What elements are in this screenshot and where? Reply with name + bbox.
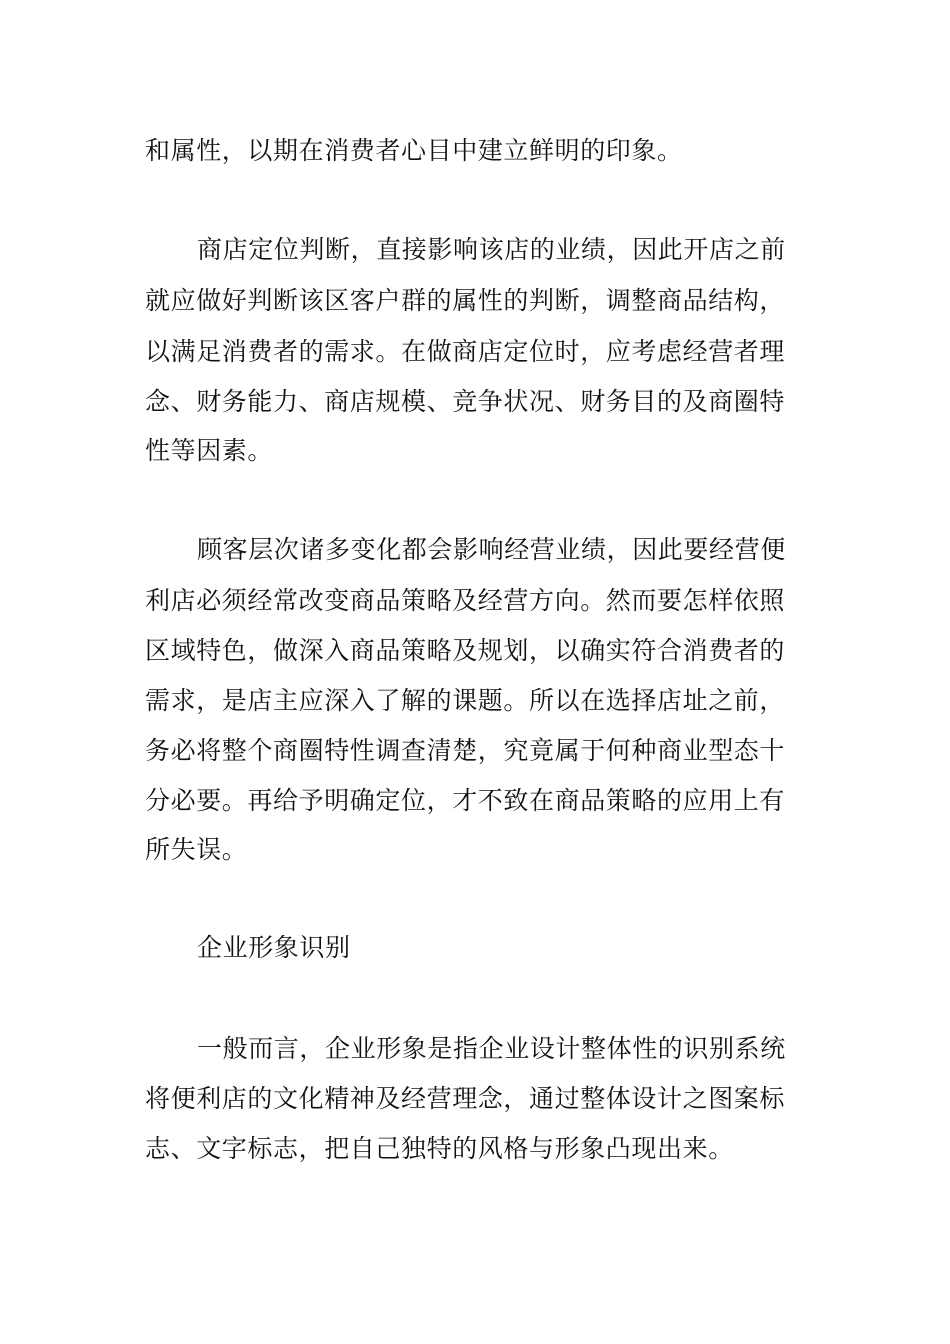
paragraph-line: 将便利店的文化精神及经营理念，通过整体设计之图案标 [145,1084,786,1113]
paragraph-line: 和属性，以期在消费者心目中建立鲜明的印象。 [145,136,683,165]
paragraph-line: 志、文字标志，把自己独特的风格与形象凸现出来。 [145,1134,734,1163]
paragraph-line: 务必将整个商圈特性调查清楚，究竟属于何种商业型态十 [145,736,786,765]
paragraph-line: 所失误。 [145,835,248,864]
paragraph-line: 需求，是店主应深入了解的课题。所以在选择店址之前， [145,686,786,715]
paragraph-line: 区域特色，做深入商品策略及规划，以确实符合消费者的 [145,636,786,665]
paragraph-line: 商店定位判断，直接影响该店的业绩，因此开店之前 [197,235,786,264]
paragraph-line: 就应做好判断该区客户群的属性的判断，调整商品结构， [145,286,786,315]
paragraph-line: 利店必须经常改变商品策略及经营方向。然而要怎样依照 [145,586,786,615]
section-heading: 企业形象识别 [197,933,351,962]
paragraph-line: 分必要。再给予明确定位，才不致在商品策略的应用上有 [145,786,786,815]
paragraph-line: 顾客层次诸多变化都会影响经营业绩，因此要经营便 [197,535,786,564]
paragraph-line: 性等因素。 [145,436,274,465]
paragraph-line: 以满足消费者的需求。在做商店定位时，应考虑经营者理 [145,337,786,366]
paragraph-line: 一般而言，企业形象是指企业设计整体性的识别系统 [197,1034,786,1063]
paragraph-line: 念、财务能力、商店规模、竞争状况、财务目的及商圈特 [145,387,786,416]
